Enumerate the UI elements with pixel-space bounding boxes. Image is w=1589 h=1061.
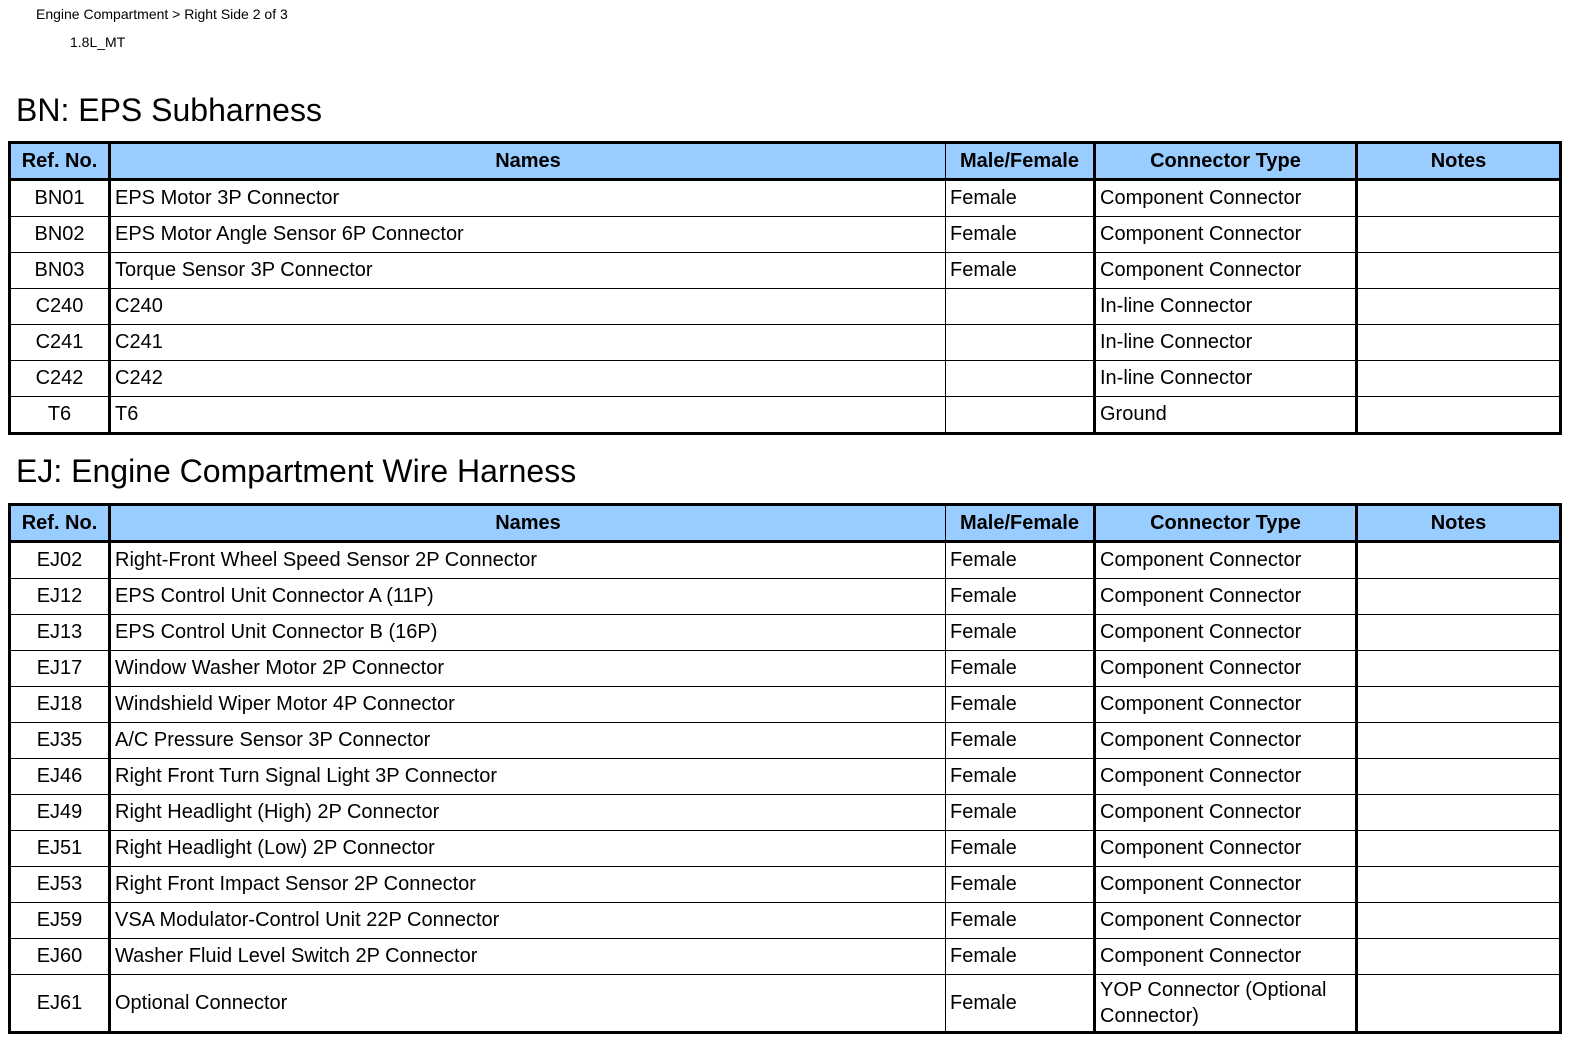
table-row [10,867,1561,903]
connector-table-bn [8,141,1562,435]
table-row [10,903,1561,939]
cell-name: Right Front Turn Signal Light 3P Connector [110,759,946,795]
table-row [10,253,1561,289]
cell-name: C241 [110,325,946,361]
cell-gender: Female [946,975,1095,1033]
table-row [10,325,1561,361]
table-row [10,615,1561,651]
column-header-gender: Male/Female [946,505,1095,542]
table-header-row [10,143,1561,180]
cell-gender [946,325,1095,361]
cell-connector-type: Component Connector [1095,651,1357,687]
cell-name: EPS Motor 3P Connector [110,180,946,217]
cell-ref: EJ12 [10,579,110,615]
cell-gender: Female [946,723,1095,759]
cell-ref: BN03 [10,253,110,289]
cell-notes [1357,615,1561,651]
cell-gender: Female [946,759,1095,795]
cell-name: Window Washer Motor 2P Connector [110,651,946,687]
cell-gender: Female [946,651,1095,687]
cell-gender: Female [946,180,1095,217]
table-row [10,217,1561,253]
cell-connector-type: Component Connector [1095,579,1357,615]
cell-name: C240 [110,289,946,325]
cell-connector-type: In-line Connector [1095,325,1357,361]
table-row [10,542,1561,579]
cell-notes [1357,651,1561,687]
cell-connector-type: Component Connector [1095,217,1357,253]
cell-ref: EJ35 [10,723,110,759]
cell-name: C242 [110,361,946,397]
cell-name: Right Headlight (Low) 2P Connector [110,831,946,867]
cell-ref: EJ61 [10,975,110,1033]
table-row [10,759,1561,795]
cell-gender [946,397,1095,434]
connector-table-ej [8,503,1562,1034]
cell-name: EPS Motor Angle Sensor 6P Connector [110,217,946,253]
cell-notes [1357,579,1561,615]
column-header-names: Names [110,505,946,542]
table-header-row [10,505,1561,542]
cell-name: EPS Control Unit Connector B (16P) [110,615,946,651]
cell-connector-type: Ground [1095,397,1357,434]
cell-gender: Female [946,542,1095,579]
column-header-notes: Notes [1357,143,1561,180]
cell-ref: EJ17 [10,651,110,687]
cell-connector-type: YOP Connector (Optional Connector) [1095,975,1357,1033]
cell-notes [1357,325,1561,361]
cell-notes [1357,253,1561,289]
column-header-type: Connector Type [1095,505,1357,542]
cell-ref: EJ18 [10,687,110,723]
section-title-bn: BN: EPS Subharness [16,92,322,128]
cell-gender [946,361,1095,397]
table-row [10,795,1561,831]
section-title-ej: EJ: Engine Compartment Wire Harness [16,453,577,489]
cell-ref: EJ59 [10,903,110,939]
cell-gender: Female [946,831,1095,867]
cell-ref: EJ53 [10,867,110,903]
cell-gender: Female [946,217,1095,253]
cell-connector-type: In-line Connector [1095,361,1357,397]
cell-notes [1357,723,1561,759]
cell-gender: Female [946,579,1095,615]
cell-connector-type: Component Connector [1095,795,1357,831]
cell-connector-type: Component Connector [1095,542,1357,579]
column-header-type: Connector Type [1095,143,1357,180]
cell-notes [1357,361,1561,397]
cell-ref: EJ49 [10,795,110,831]
cell-gender: Female [946,795,1095,831]
cell-gender [946,289,1095,325]
breadcrumb: Engine Compartment > Right Side 2 of 3 [36,6,288,22]
cell-ref: BN01 [10,180,110,217]
cell-ref: BN02 [10,217,110,253]
table-row [10,361,1561,397]
cell-name: Right Front Impact Sensor 2P Connector [110,867,946,903]
cell-name: Windshield Wiper Motor 4P Connector [110,687,946,723]
cell-gender: Female [946,867,1095,903]
cell-name: VSA Modulator-Control Unit 22P Connector [110,903,946,939]
cell-name: Optional Connector [110,975,946,1033]
cell-name: Right Headlight (High) 2P Connector [110,795,946,831]
cell-notes [1357,903,1561,939]
table-row [10,939,1561,975]
table-row [10,687,1561,723]
cell-ref: EJ02 [10,542,110,579]
table-body [10,180,1561,434]
cell-notes [1357,542,1561,579]
table-row [10,397,1561,434]
cell-connector-type: Component Connector [1095,903,1357,939]
cell-name: Right-Front Wheel Speed Sensor 2P Connector [110,542,946,579]
cell-ref: EJ51 [10,831,110,867]
cell-notes [1357,867,1561,903]
cell-notes [1357,217,1561,253]
cell-connector-type: In-line Connector [1095,289,1357,325]
cell-notes [1357,795,1561,831]
cell-notes [1357,687,1561,723]
model-variant: 1.8L_MT [70,34,126,50]
cell-name: Washer Fluid Level Switch 2P Connector [110,939,946,975]
table-row [10,579,1561,615]
cell-gender: Female [946,687,1095,723]
table-row [10,975,1561,1033]
column-header-names: Names [110,143,946,180]
cell-gender: Female [946,903,1095,939]
cell-gender: Female [946,253,1095,289]
cell-connector-type: Component Connector [1095,615,1357,651]
cell-connector-type: Component Connector [1095,180,1357,217]
cell-name: A/C Pressure Sensor 3P Connector [110,723,946,759]
column-header-gender: Male/Female [946,143,1095,180]
table-body [10,542,1561,1033]
table-row [10,723,1561,759]
cell-name: Torque Sensor 3P Connector [110,253,946,289]
table-row [10,289,1561,325]
cell-connector-type: Component Connector [1095,759,1357,795]
cell-ref: C240 [10,289,110,325]
cell-gender: Female [946,615,1095,651]
cell-notes [1357,397,1561,434]
cell-notes [1357,180,1561,217]
cell-notes [1357,975,1561,1033]
column-header-ref: Ref. No. [10,143,110,180]
cell-ref: T6 [10,397,110,434]
cell-notes [1357,939,1561,975]
cell-ref: EJ13 [10,615,110,651]
column-header-ref: Ref. No. [10,505,110,542]
cell-ref: EJ60 [10,939,110,975]
cell-connector-type: Component Connector [1095,939,1357,975]
cell-connector-type: Component Connector [1095,723,1357,759]
cell-ref: C242 [10,361,110,397]
cell-name: EPS Control Unit Connector A (11P) [110,579,946,615]
cell-connector-type: Component Connector [1095,253,1357,289]
cell-name: T6 [110,397,946,434]
cell-notes [1357,759,1561,795]
cell-notes [1357,831,1561,867]
table-row [10,651,1561,687]
column-header-notes: Notes [1357,505,1561,542]
cell-connector-type: Component Connector [1095,687,1357,723]
cell-ref: C241 [10,325,110,361]
cell-ref: EJ46 [10,759,110,795]
cell-connector-type: Component Connector [1095,831,1357,867]
cell-connector-type: Component Connector [1095,867,1357,903]
cell-gender: Female [946,939,1095,975]
cell-notes [1357,289,1561,325]
table-row [10,180,1561,217]
table-row [10,831,1561,867]
